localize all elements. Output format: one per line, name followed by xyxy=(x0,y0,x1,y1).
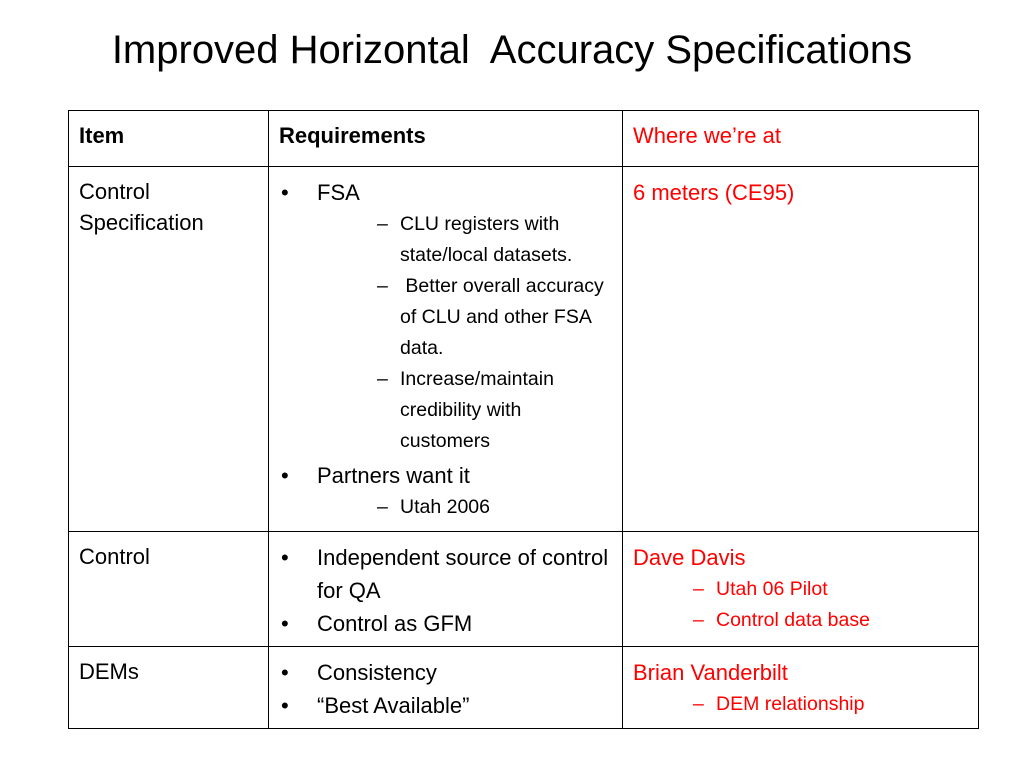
bullet-icon: • xyxy=(281,545,289,570)
status-sub-text: DEM relationship xyxy=(716,693,865,715)
requirement-item xyxy=(279,656,612,689)
dash-icon: – xyxy=(693,609,704,631)
status-cell xyxy=(623,532,979,647)
requirement-text: Partners want it xyxy=(317,463,470,488)
sub-requirement-item xyxy=(317,271,612,364)
requirement-text: Consistency xyxy=(317,660,437,685)
status-cell xyxy=(623,647,979,729)
table-header-row xyxy=(69,111,979,167)
sub-requirement-item xyxy=(317,209,612,271)
sub-requirement-item xyxy=(317,492,612,523)
sub-requirement-item xyxy=(317,364,612,457)
status-cell xyxy=(623,167,979,532)
requirement-text: Independent source of control for QA xyxy=(317,545,609,603)
status-text: Dave Davis xyxy=(633,545,746,570)
requirement-item xyxy=(279,541,612,607)
header-status: Where we’re at xyxy=(623,111,979,167)
dash-icon: – xyxy=(377,368,388,390)
requirements-cell xyxy=(269,167,623,532)
bullet-icon: • xyxy=(281,693,289,718)
bullet-icon: • xyxy=(281,180,289,205)
table-row xyxy=(69,532,979,647)
dash-icon: – xyxy=(377,275,388,297)
table-row xyxy=(69,167,979,532)
table-row xyxy=(69,647,979,729)
status-sub-item xyxy=(633,574,968,605)
status-sub-text: Utah 06 Pilot xyxy=(716,578,828,600)
status-text: 6 meters (CE95) xyxy=(633,180,795,205)
dash-icon: – xyxy=(377,496,388,518)
status-text: Brian Vanderbilt xyxy=(633,660,788,685)
requirements-cell xyxy=(269,647,623,729)
bullet-icon: • xyxy=(281,611,289,636)
status-sub-item xyxy=(633,689,968,720)
requirement-text: “Best Available” xyxy=(317,693,470,718)
sub-requirement-text: Better overall accuracy of CLU and other FSA data. xyxy=(400,275,610,359)
requirements-cell xyxy=(269,532,623,647)
dash-icon: – xyxy=(377,213,388,235)
bullet-icon: • xyxy=(281,463,289,488)
header-item: Item xyxy=(69,111,269,167)
bullet-icon: • xyxy=(281,660,289,685)
status-sub-item xyxy=(633,605,968,636)
requirement-text: Control as GFM xyxy=(317,611,473,636)
sub-requirement-text: Utah 2006 xyxy=(400,496,490,518)
status-sub-text: Control data base xyxy=(716,609,870,631)
requirement-text: FSA xyxy=(317,180,360,205)
requirement-item xyxy=(279,607,612,640)
sub-requirement-text: CLU registers with state/local datasets. xyxy=(400,213,573,266)
item-cell: Control xyxy=(69,532,269,647)
item-cell: DEMs xyxy=(69,647,269,729)
dash-icon: – xyxy=(693,693,704,715)
requirement-item xyxy=(279,459,612,523)
slide-title: Improved Horizontal Accuracy Specifications xyxy=(111,28,913,72)
header-requirements: Requirements xyxy=(269,111,623,167)
sub-requirement-text: Increase/maintain credibility with customers xyxy=(400,368,560,452)
spec-table xyxy=(68,110,979,729)
dash-icon: – xyxy=(693,578,704,600)
requirement-item xyxy=(279,176,612,457)
item-cell: Control Specification xyxy=(69,167,269,532)
requirement-item xyxy=(279,689,612,722)
